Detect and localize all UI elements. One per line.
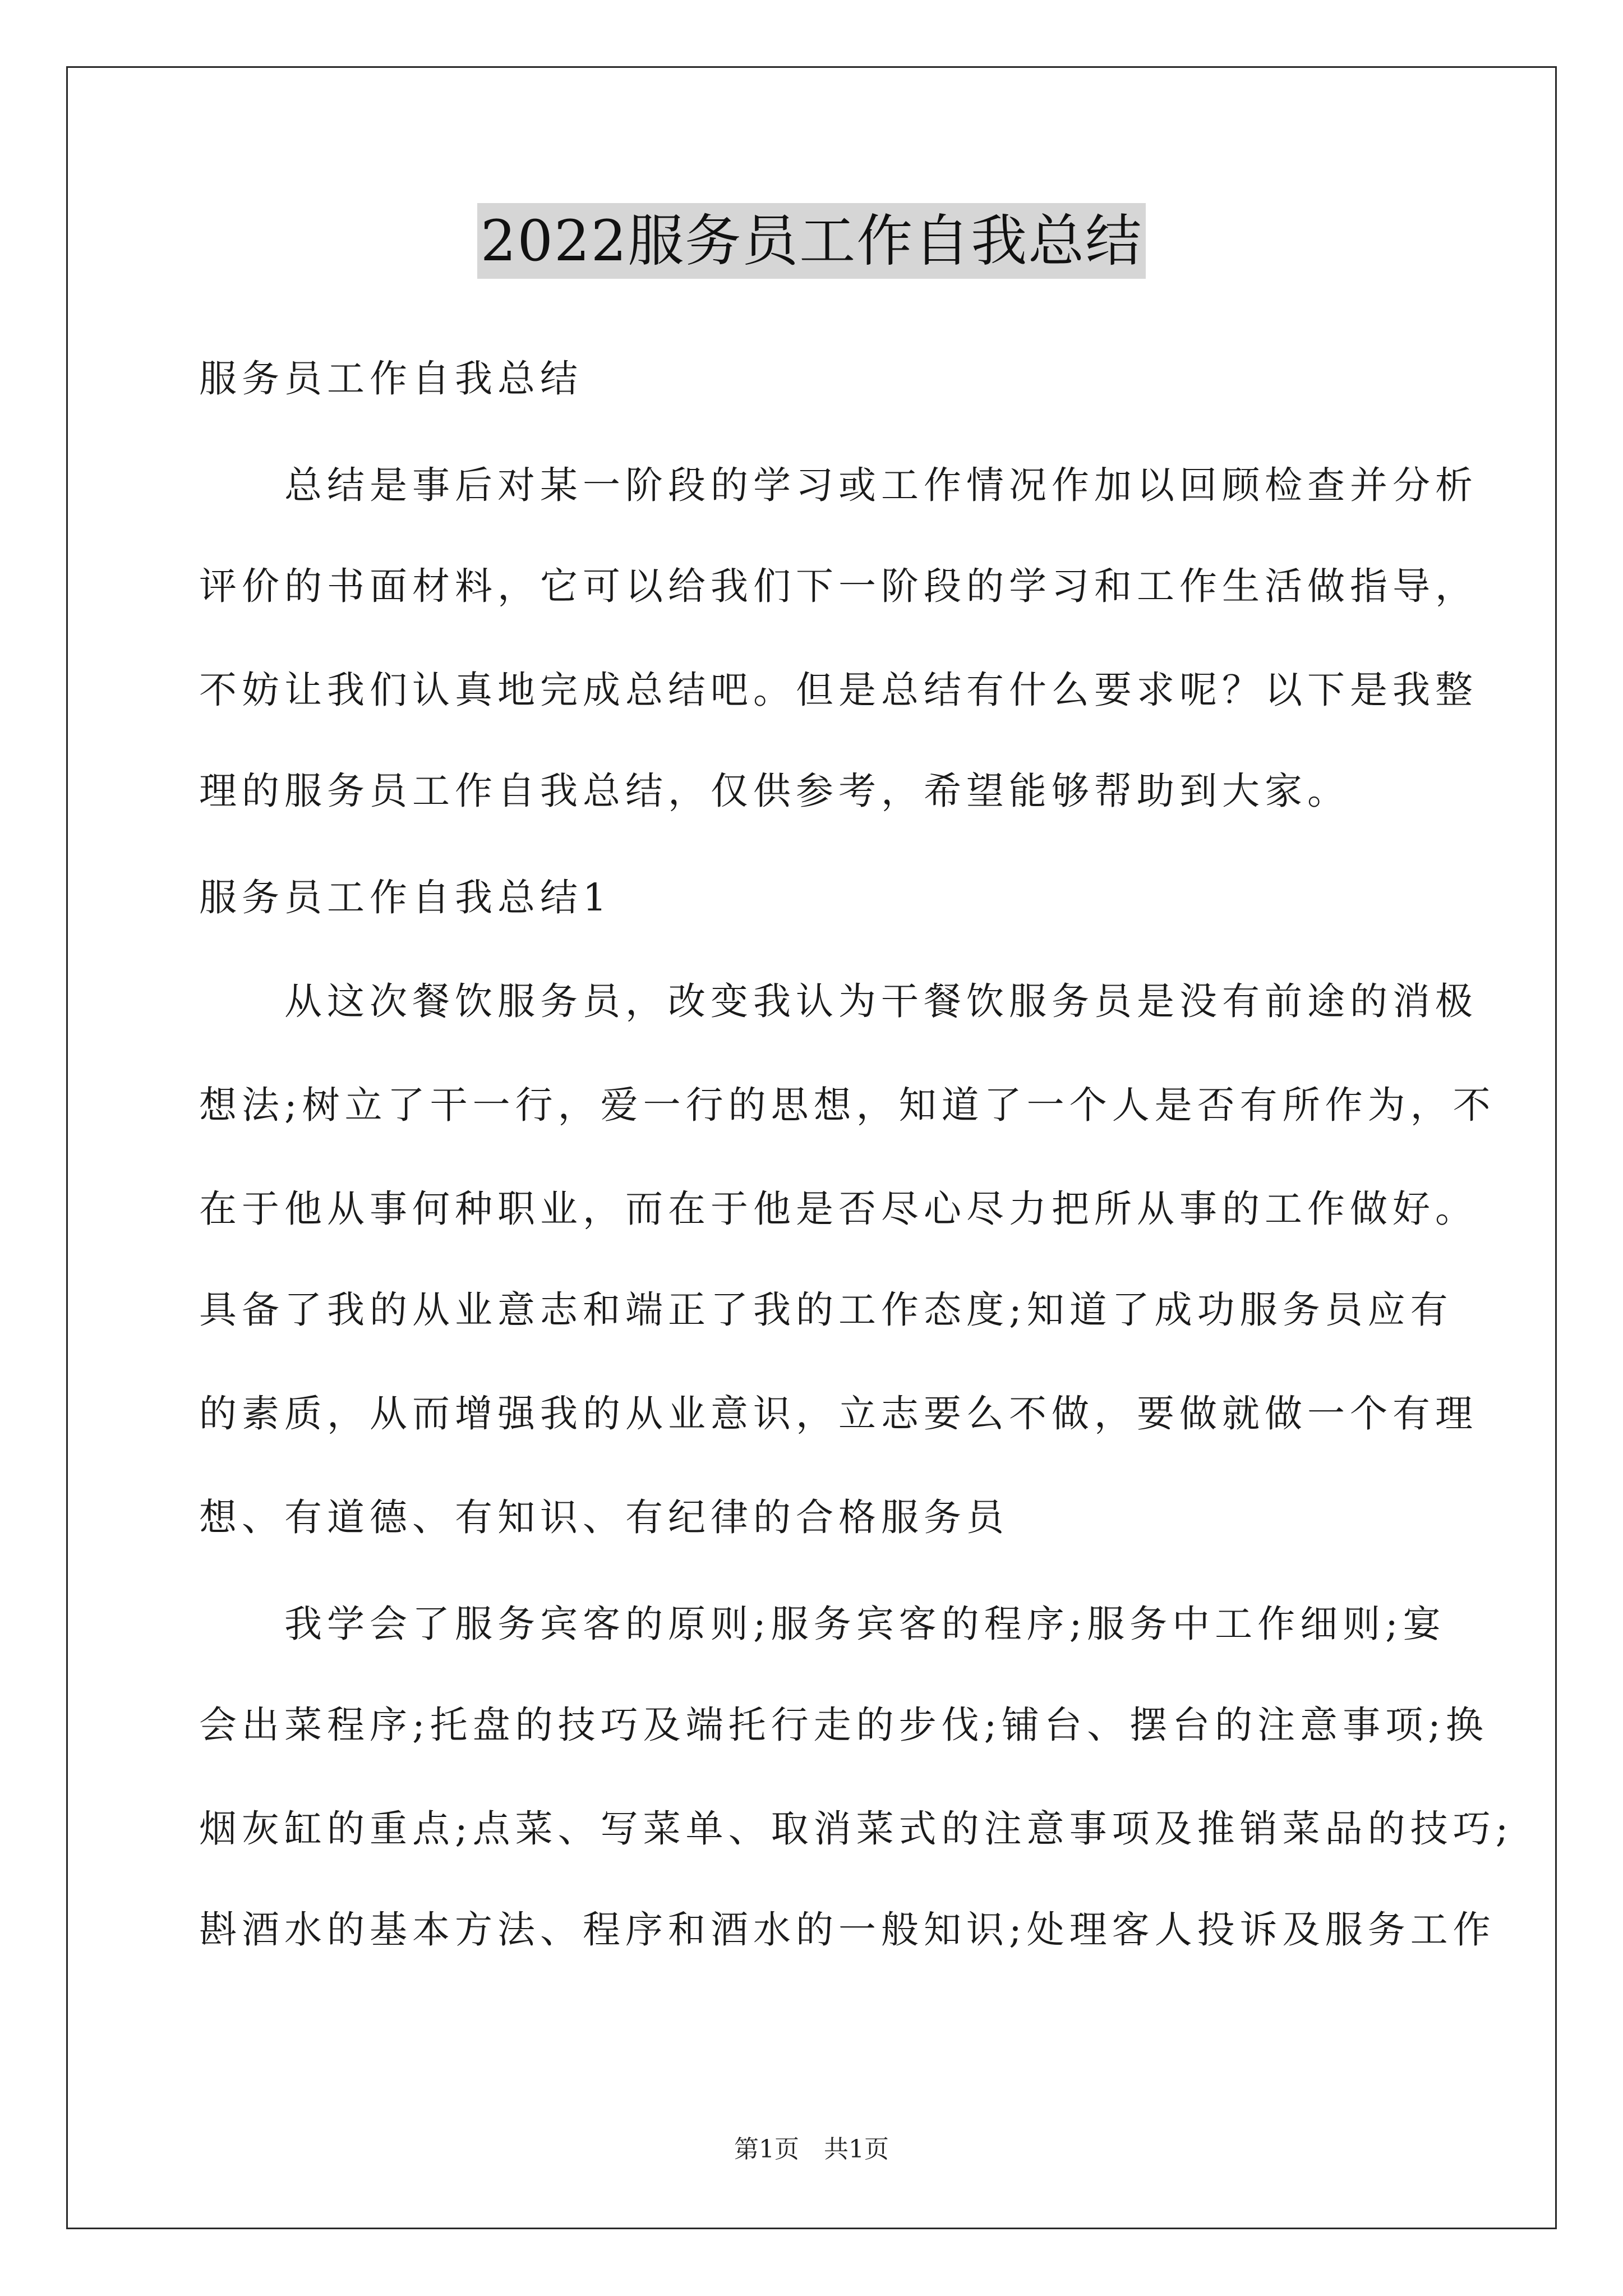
paragraph-line: 在于他从事何种职业，而在于他是否尽心尽力把所从事的工作做好。 [199, 1187, 1478, 1231]
paragraph-line: 会出菜程序;托盘的技巧及端托行走的步伐;铺台、摆台的注意事项;换 [199, 1703, 1488, 1747]
paragraph-line: 理的服务员工作自我总结，仅供参考，希望能够帮助到大家。 [199, 769, 1350, 813]
paragraph-line: 不妨让我们认真地完成总结吧。但是总结有什么要求呢？以下是我整 [199, 668, 1478, 712]
paragraph-line: 想、有道德、有知识、有纪律的合格服务员 [199, 1496, 1009, 1539]
paragraph-line: 的素质，从而增强我的从业意识，立志要么不做，要做就做一个有理 [199, 1392, 1478, 1435]
paragraph-line: 总结是事后对某一阶段的学习或工作情况作加以回顾检查并分析 [199, 463, 1478, 507]
page-footer: 第1页 共1页 [734, 2135, 889, 2164]
paragraph-line: 具备了我的从业意志和端正了我的工作态度;知道了成功服务员应有 [199, 1288, 1453, 1332]
section-heading: 服务员工作自我总结 [199, 357, 583, 401]
document-title: 2022服务员工作自我总结 [477, 203, 1146, 279]
paragraph-line: 评价的书面材料，它可以给我们下一阶段的学习和工作生活做指导， [199, 564, 1478, 608]
paragraph-line: 想法;树立了干一行，爱一行的思想，知道了一个人是否有所作为，不 [199, 1083, 1496, 1127]
title-container [0, 203, 1623, 279]
paragraph-line: 斟酒水的基本方法、程序和酒水的一般知识;处理客人投诉及服务工作 [199, 1908, 1496, 1952]
paragraph-line: 我学会了服务宾客的原则;服务宾客的程序;服务中工作细则;宴 [199, 1602, 1446, 1646]
paragraph-line: 烟灰缸的重点;点菜、写菜单、取消菜式的注意事项及推销菜品的技巧; [199, 1807, 1514, 1851]
paragraph-line: 从这次餐饮服务员，改变我认为干餐饮服务员是没有前途的消极 [199, 979, 1478, 1023]
section-heading: 服务员工作自我总结1 [199, 876, 612, 919]
